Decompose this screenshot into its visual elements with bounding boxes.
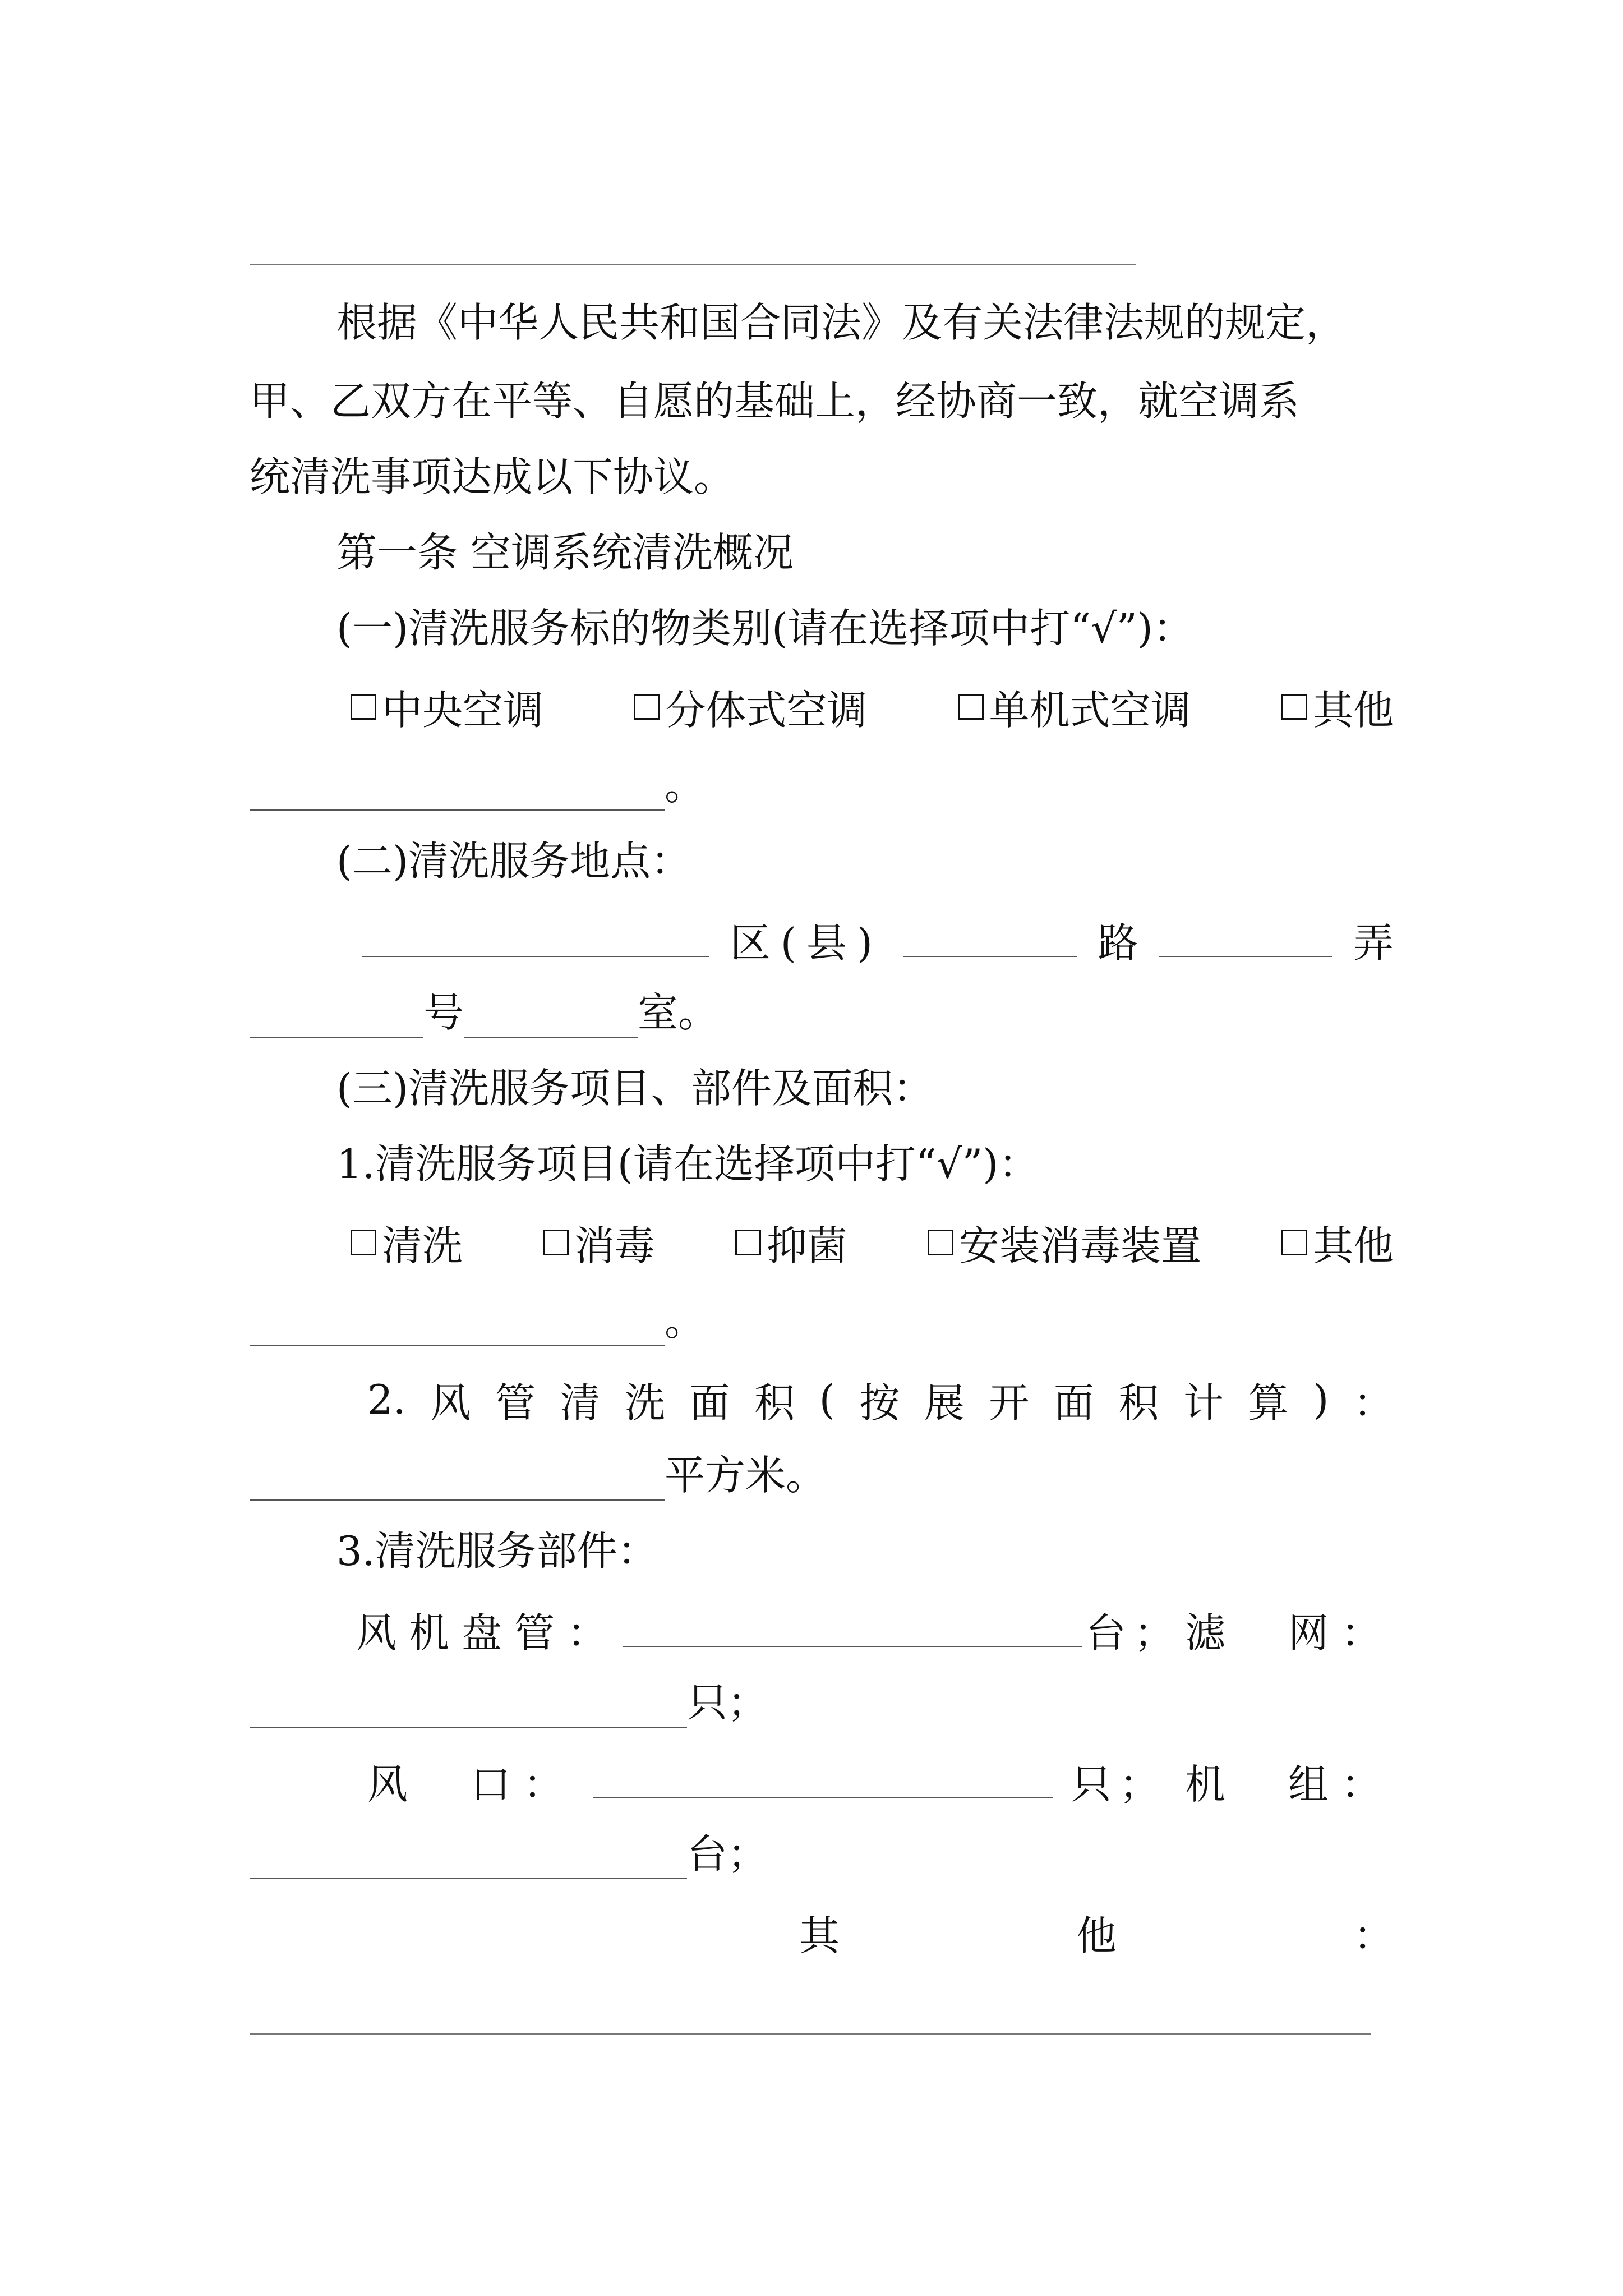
duct-heading-char: 积 [754, 1379, 795, 1427]
unit-label: 机 组： [1185, 1761, 1394, 1808]
road-label: 路 [1098, 919, 1138, 967]
top-rule [250, 264, 1136, 265]
section-3-heading: (三)清洗服务项目、部件及面积： [336, 1065, 934, 1112]
duct-heading-char: 清 [560, 1379, 601, 1427]
duct-heading-char: 面 [689, 1379, 730, 1427]
duct-heading-char: 算 [1248, 1379, 1289, 1427]
intro-line-2: 甲、乙双方在平等、自愿的基础上，经协商一致，就空调系 [250, 378, 1300, 425]
checkbox-icon[interactable] [351, 1230, 376, 1255]
duct-heading-char: 按 [859, 1379, 900, 1427]
option-central-ac[interactable]: 中央空调 [351, 678, 543, 736]
duct-area-line [250, 1450, 826, 1501]
option-disinfection[interactable]: 消毒 [543, 1213, 655, 1272]
number-blank[interactable] [250, 1003, 423, 1038]
vent-label: 风 口： [367, 1761, 576, 1808]
duct-heading-char: 开 [989, 1379, 1030, 1427]
room-label: 室。 [638, 989, 719, 1036]
duct-heading-char: ： [1353, 1379, 1394, 1427]
vent-unit: 只； [1071, 1761, 1168, 1808]
district-label: 区(县) [730, 919, 883, 967]
checkbox-icon[interactable] [1281, 694, 1307, 720]
other-label-char-1: 其 [799, 1912, 840, 1959]
unit-blank-line [250, 1829, 768, 1879]
duct-heading-char: 2. [367, 1376, 406, 1423]
vent-unit-line [250, 1753, 1394, 1809]
checkbox-icon[interactable] [351, 694, 376, 720]
district-blank[interactable] [362, 922, 709, 957]
duct-heading-char: 风 [430, 1379, 471, 1427]
checkbox-icon[interactable] [735, 1230, 761, 1255]
address-line-1 [250, 912, 1394, 968]
service-other-blank[interactable] [250, 1312, 665, 1346]
service-other-line: 。 [250, 1296, 705, 1346]
duct-area-unit: 平方米。 [665, 1452, 827, 1499]
duct-area-heading [250, 1372, 1394, 1428]
other-label-colon: ： [1353, 1912, 1394, 1959]
option-antibacterial[interactable]: 抑菌 [735, 1213, 847, 1272]
option-other-service[interactable]: 其他 [1281, 1213, 1394, 1272]
duct-heading-char: ) [1313, 1376, 1329, 1423]
section-2-heading: (二)清洗服务地点： [336, 838, 691, 885]
intro-line-1: 根据《中华人民共和国合同法》及有关法律法规的规定， [336, 299, 1347, 346]
filter-blank[interactable] [250, 1693, 687, 1728]
duct-heading-char: 计 [1183, 1379, 1224, 1427]
road-blank[interactable] [903, 922, 1077, 957]
room-blank[interactable] [464, 1003, 638, 1038]
unit-blank[interactable] [250, 1844, 687, 1879]
category-other-line: 。 [250, 760, 705, 811]
fan-coil-label: 风机盘管： [356, 1609, 620, 1657]
unit-unit: 台； [687, 1830, 768, 1878]
number-label: 号 [423, 989, 464, 1036]
filter-label: 滤 网： [1185, 1609, 1394, 1657]
duct-heading-char: 积 [1118, 1379, 1159, 1427]
category-options [250, 679, 1394, 735]
category-other-blank[interactable] [250, 776, 665, 811]
option-cleaning[interactable]: 清洗 [351, 1213, 463, 1272]
address-line-2 [250, 987, 718, 1038]
duct-heading-char: 管 [495, 1379, 536, 1427]
duct-area-blank[interactable] [250, 1466, 665, 1501]
service-item-options [250, 1214, 1394, 1271]
checkbox-icon[interactable] [634, 694, 660, 720]
other-components-line [250, 1904, 1394, 1961]
checkbox-icon[interactable] [958, 694, 984, 720]
option-split-ac[interactable]: 分体式空调 [634, 678, 867, 736]
intro-line-3: 统清洗事项达成以下协议。 [250, 453, 735, 500]
option-install-device[interactable]: 安装消毒装置 [928, 1213, 1201, 1272]
vent-blank[interactable] [593, 1764, 1053, 1798]
other-components-blank[interactable] [250, 2033, 1371, 2035]
duct-heading-char: 展 [924, 1379, 965, 1427]
duct-heading-char: 洗 [624, 1379, 665, 1427]
duct-heading-char: ( [819, 1376, 835, 1423]
other-label-char-2: 他 [1076, 1912, 1117, 1959]
section-1-heading: (一)清洗服务标的物类别(请在选择项中打“√”)： [336, 605, 1193, 652]
article-heading: 第一条 空调系统清洗概况 [336, 529, 794, 576]
filter-unit: 只； [687, 1679, 768, 1726]
fan-coil-filter-line [250, 1602, 1394, 1658]
components-heading: 3.清洗服务部件： [336, 1527, 658, 1575]
checkbox-icon[interactable] [1281, 1230, 1307, 1255]
checkbox-icon[interactable] [928, 1230, 953, 1255]
filter-blank-line [250, 1677, 768, 1728]
option-single-ac[interactable]: 单机式空调 [958, 678, 1191, 736]
service-items-heading: 1.清洗服务项目(请在选择项中打“√”)： [336, 1140, 1039, 1188]
duct-heading-char: 面 [1053, 1379, 1094, 1427]
option-other[interactable]: 其他 [1281, 678, 1394, 736]
fan-coil-blank[interactable] [623, 1612, 1082, 1647]
checkbox-icon[interactable] [543, 1230, 569, 1255]
lane-label: 弄 [1353, 919, 1394, 967]
lane-blank[interactable] [1159, 922, 1332, 957]
fan-coil-unit: 台； [1085, 1609, 1182, 1657]
